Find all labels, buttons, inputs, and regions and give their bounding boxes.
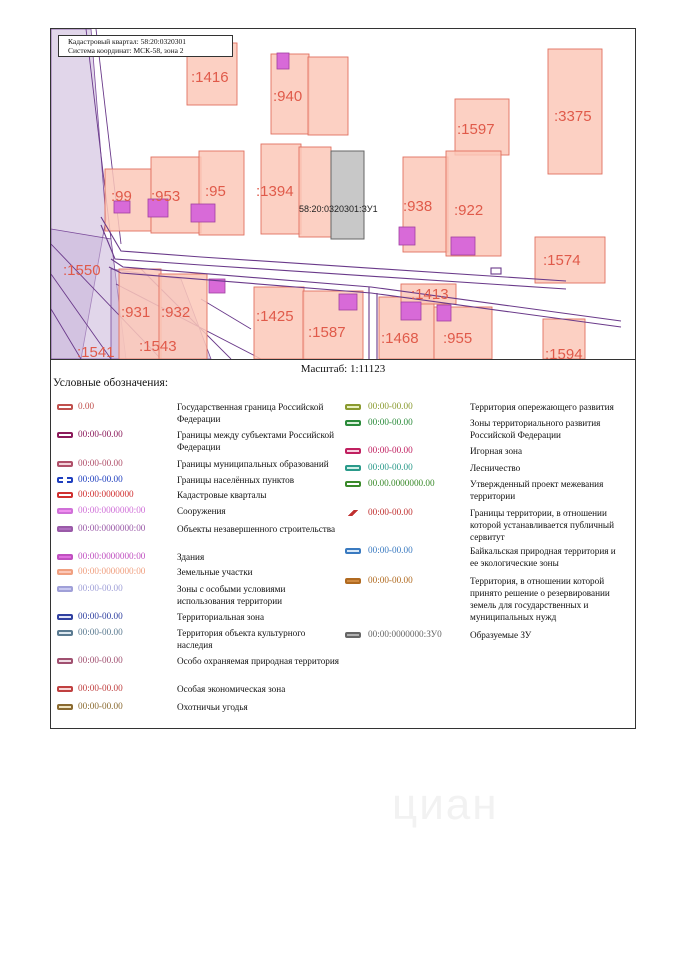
parcel-label: :1594 xyxy=(545,346,583,359)
legend-symbol xyxy=(57,630,73,636)
legend-code: 00.00.0000000.00 xyxy=(368,478,435,488)
legend-symbol xyxy=(345,420,361,426)
legend-symbol xyxy=(345,578,361,584)
legend-title: Условные обозначения: xyxy=(53,377,169,389)
parcel-label: :1543 xyxy=(139,338,177,355)
legend-symbol xyxy=(345,548,361,554)
legend-code: 00:00:0000000:00 xyxy=(78,566,146,576)
legend-symbol xyxy=(57,432,73,438)
building xyxy=(277,53,289,69)
legend-label: Образуемые ЗУ xyxy=(470,630,532,640)
legend-code: 00:00:0000000 xyxy=(78,489,134,499)
legend-code: 00:00-00.00 xyxy=(368,575,413,585)
legend-label: Границы муниципальных образований xyxy=(177,459,329,469)
parcel-label: :1468 xyxy=(381,330,419,347)
legend-symbol xyxy=(345,448,361,454)
legend-code: 0.00 xyxy=(78,401,95,411)
forming-parcel-zu1 xyxy=(331,151,364,239)
parcel-label: :1587 xyxy=(308,324,346,341)
legend-symbol xyxy=(57,477,73,483)
legend-code: 00:00-00.00 xyxy=(368,545,413,555)
parcel-label: :1541 xyxy=(77,344,115,359)
legend-label: Особо охраняемая природная территория xyxy=(177,656,340,666)
legend-symbol xyxy=(57,704,73,710)
legend-label: Зоны территориального развития Российской Федерации xyxy=(470,418,601,440)
legend-symbol xyxy=(57,554,73,560)
parcel-label: :931 xyxy=(121,304,151,321)
legend-label: Утвержденный проект межевания территории xyxy=(470,479,604,501)
scale-text: Масштаб: 1:11123 xyxy=(300,363,386,375)
legend-label: Особая экономическая зона xyxy=(177,684,286,694)
parcel-1394-b xyxy=(299,147,331,237)
cadastral-quarter-text: Кадастровый квартал: 58:20:0320301 xyxy=(68,37,186,46)
legend-code: 00:00-00.00 xyxy=(368,445,413,455)
legend-label: Игорная зона xyxy=(470,446,523,456)
legend-symbol xyxy=(57,492,73,498)
parcel-label: :938 xyxy=(403,198,433,215)
legend-label: Территория, в отношении которой принято решение о резервировании земель для государственных и муниципальных нужд xyxy=(470,576,610,622)
parcel-label: :953 xyxy=(151,188,181,205)
legend-code: 00:00-00.00 xyxy=(78,583,123,593)
legend-symbol xyxy=(57,686,73,692)
legend-symbol xyxy=(57,658,73,664)
legend-label: Охотничьи угодья xyxy=(177,702,248,712)
parcel-label: :3375 xyxy=(554,108,592,125)
map-canvas xyxy=(51,29,635,359)
building xyxy=(399,227,415,245)
parcel-label: :922 xyxy=(454,202,484,219)
coordinate-system-text: Система координат: МСК-58, зона 2 xyxy=(68,46,184,55)
legend-symbol xyxy=(57,404,73,410)
building xyxy=(339,294,357,310)
building xyxy=(191,204,215,222)
cadastral-map[interactable] xyxy=(51,29,635,360)
parcel-label: :932 xyxy=(161,304,191,321)
legend-code: 00:00-00.00 xyxy=(368,462,413,472)
legend-code: 00:00:0000000:00 xyxy=(78,551,146,561)
parcel-label: :1394 xyxy=(256,183,294,200)
legend-symbol xyxy=(57,569,73,575)
legend-label: Территория объекта культурного наследия xyxy=(177,628,306,650)
map-sheet xyxy=(50,28,636,729)
parcel-label: :1416 xyxy=(191,69,229,86)
building xyxy=(437,305,451,321)
parcel-label: :1425 xyxy=(256,308,294,325)
legend-code: 00:00-00.00 xyxy=(78,627,123,637)
legend-label: Кадастровые кварталы xyxy=(177,490,267,500)
legend-label: Территория опережающего развития xyxy=(470,402,614,412)
legend-code: 00:00:0000000:00 xyxy=(78,505,146,515)
highlight-parcel-label: 58:20:0320301:ЗУ1 xyxy=(299,204,378,214)
legend-label: Границы населённых пунктов xyxy=(177,475,295,485)
building xyxy=(451,237,475,255)
parcel-label: :95 xyxy=(205,183,226,200)
legend-code: 00:00-00.00 xyxy=(368,417,413,427)
parcel-label: :1550 xyxy=(63,262,101,279)
legend-symbol xyxy=(57,526,73,532)
legend-label: Государственная граница Российской Федерации xyxy=(177,402,324,424)
legend-label: Здания xyxy=(177,552,205,562)
legend-label: Объекты незавершенного строительства xyxy=(177,524,336,534)
legend-label: Зоны с особыми условиями использования территории xyxy=(177,584,286,606)
parcel-label: :99 xyxy=(111,188,132,205)
legend-code: 00:00-00.00 xyxy=(368,401,413,411)
legend-symbol xyxy=(57,508,73,514)
legend-label: Территориальная зона xyxy=(177,612,265,622)
legend-label: Сооружения xyxy=(177,506,226,516)
legend-symbol xyxy=(345,481,361,487)
legend-symbol xyxy=(345,404,361,410)
parcel-label: :1574 xyxy=(543,252,581,269)
legend-code: 00:00-00.00 xyxy=(368,507,413,517)
legend-code: 00:00-00.00 xyxy=(78,458,123,468)
legend-symbol xyxy=(345,510,361,516)
legend-label: Байкальская природная территория и ее экологические зоны xyxy=(470,546,616,568)
legend-symbol xyxy=(57,461,73,467)
parcel-label: :1413 xyxy=(411,286,449,303)
legend-label: Границы между субъектами Российской Федерации xyxy=(177,430,334,452)
legend-symbol xyxy=(57,586,73,592)
legend-symbol xyxy=(345,632,361,638)
watermark: циан xyxy=(392,780,499,829)
legend-label: Земельные участки xyxy=(177,567,253,577)
legend-label: Границы территории, в отношении которой устанавливается публичный сервитут xyxy=(470,508,615,542)
legend-symbol xyxy=(57,614,73,620)
parcel-label: :940 xyxy=(273,88,303,105)
legend-label: Лесничество xyxy=(470,463,521,473)
legend-code: 00:00-00.00 xyxy=(78,683,123,693)
parcel-940-b xyxy=(308,57,348,135)
building xyxy=(401,302,421,320)
legend-code: 00:00:0000000:ЗУ0 xyxy=(368,629,442,639)
map-info-box xyxy=(58,35,233,57)
legend-code: 00:00-00.00 xyxy=(78,701,123,711)
legend-code: 00:00-00.00 xyxy=(78,611,123,621)
legend-code: 00:00-00.00 xyxy=(78,474,123,484)
parcel-label: :1597 xyxy=(457,121,495,138)
legend-symbol xyxy=(345,465,361,471)
legend-code: 00:00-00.00 xyxy=(78,429,123,439)
parcel-label: :955 xyxy=(443,330,473,347)
legend-code: 00:00-00.00 xyxy=(78,655,123,665)
legend-code: 00:00:0000000:00 xyxy=(78,523,146,533)
